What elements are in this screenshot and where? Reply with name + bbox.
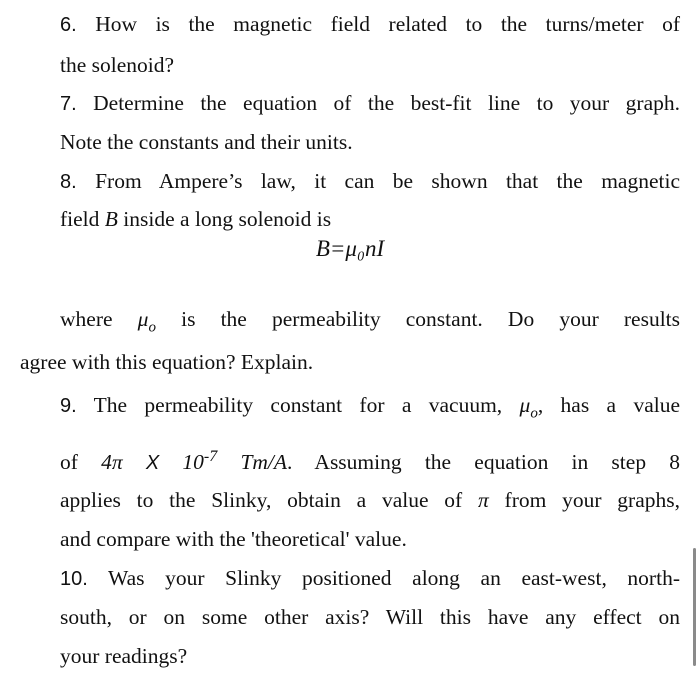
q9-text-2b: . Assuming the equation in step 8	[287, 450, 681, 475]
q7-number: 7.	[60, 93, 77, 115]
q8-line-1	[60, 171, 680, 193]
q9-text-1b: , has a value	[537, 393, 681, 417]
q7-line-1	[60, 93, 680, 115]
q10-number: 10.	[60, 568, 88, 590]
q9-mu	[519, 393, 538, 422]
q6-line-1	[60, 14, 680, 36]
q9-value: 4π	[101, 450, 123, 475]
q8-text-1: From Ampere’s law, it can be shown that the magnetic	[95, 169, 681, 193]
q10-line-3: your readings?	[60, 644, 188, 668]
q8-mu-sub: o	[148, 319, 156, 336]
q9-mu-sub: o	[530, 405, 538, 422]
q8-text-3a: where	[60, 307, 113, 331]
q9-line-3	[60, 490, 680, 512]
q9-number: 9.	[60, 395, 77, 417]
q8-number: 8.	[60, 171, 77, 193]
q9-times: X	[145, 452, 160, 475]
q8-mu-symbol: μ	[137, 307, 149, 331]
scrollbar-thumb[interactable]	[693, 548, 696, 666]
q9-text-3a: applies to the Slinky, obtain a value of	[60, 488, 463, 512]
q10-line-2: south, or on some other axis? Will this have any effect on	[60, 605, 680, 629]
q9-text-1a: The permeability constant for a vacuum,	[93, 393, 503, 417]
q9-power	[182, 450, 217, 474]
q8-var-b: B	[104, 207, 118, 231]
q7-line-2: Note the constants and their units.	[60, 130, 353, 154]
q9-line-1	[60, 395, 680, 421]
q8-line-4: agree with this equation? Explain.	[20, 350, 314, 374]
q9-line-2	[60, 449, 680, 474]
q9-line-4: and compare with the 'theoretical' value.	[60, 527, 407, 551]
q8-line-3	[60, 309, 680, 335]
solenoid-equation: B=μ₀nI	[315, 236, 385, 261]
q8-text-2a: field	[60, 207, 100, 231]
q9-pi: π	[477, 488, 489, 512]
q10-line-1	[60, 568, 680, 590]
q9-exponent: -7	[203, 448, 218, 465]
q9-text-3b: from your graphs,	[504, 488, 680, 512]
q6-text-1: How is the magnetic field related to the turns/meter of	[95, 12, 681, 36]
q6-number: 6.	[60, 14, 77, 36]
q8-mu	[137, 307, 156, 336]
q9-base: 10	[182, 450, 204, 475]
q8-line-2	[60, 209, 331, 231]
q8-text-2b: inside a long solenoid is	[123, 207, 332, 231]
q8-text-3b: is the permeability constant. Do your results	[181, 307, 681, 331]
q10-text-1: Was your Slinky positioned along an east-west, north-	[108, 566, 680, 590]
q7-text-1: Determine the equation of the best-fit line to your graph.	[93, 91, 680, 115]
q6-line-2: the solenoid?	[60, 53, 175, 77]
q9-text-2a: of	[60, 450, 78, 475]
q9-unit: Tm/A	[240, 450, 288, 475]
q9-mu-symbol: μ	[519, 393, 531, 417]
